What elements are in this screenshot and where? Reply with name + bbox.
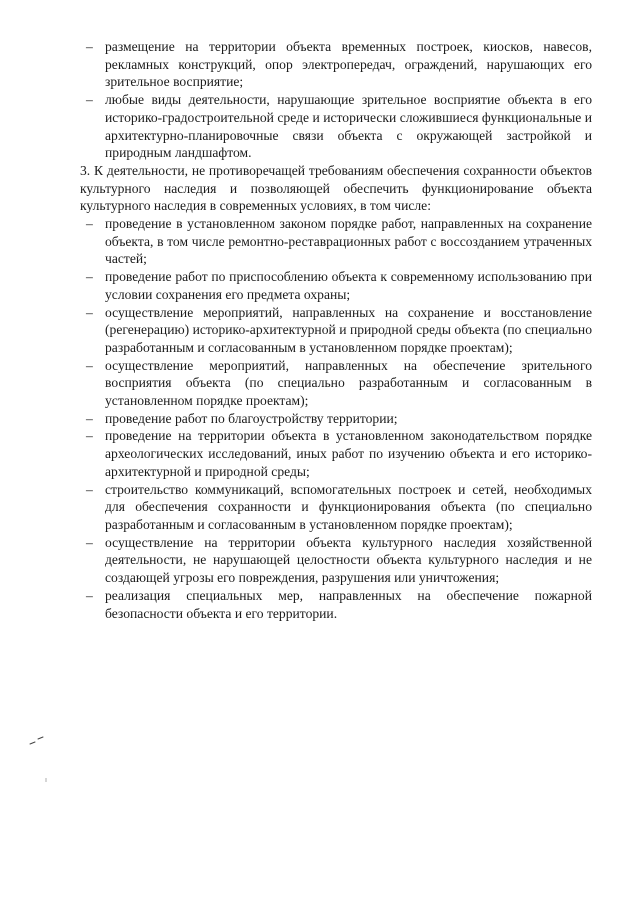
list-item-text: осуществление на территории объекта культурного наследия хозяйственной деятельности, не нарушающей целостности объекта культурного наследия и не создающей угрозы его повреждения, разрушения или уничтожения; (105, 534, 592, 586)
list-item (80, 481, 592, 534)
dash-marker: – (86, 304, 93, 320)
dash-marker: – (86, 357, 93, 373)
dash-marker: – (86, 428, 93, 444)
list-item-text: проведение на территории объекта в установленном законодательством порядке археологических исследований, иных работ по изучению объекта и его историко-архитектурной и природной среды; (105, 428, 592, 479)
list-item (80, 357, 592, 410)
list-item-text: строительство коммуникаций, вспомогательных построек и сетей, необходимых для обеспечения сохранности и функционирования объекта (по специально разработанным и согласованным в установленном порядке проектам); (105, 481, 592, 532)
list-item-text: проведение работ по приспособлению объекта к современному использованию при условии сохранения его предмета охраны; (105, 269, 592, 302)
dash-marker: – (86, 410, 93, 426)
list-item-text: любые виды деятельности, нарушающие зрительное восприятие объекта в его историко-градостроительной среде и исторически сложившиеся функциональные и архитектурно-планировочные связи объекта с окружающей застройкой и природным ландшафтом. (105, 92, 592, 161)
list-item (80, 38, 592, 91)
list-item-text: проведение в установленном законом порядке работ, направленных на сохранение объекта, в том числе ремонтно-реставрационных работ с воссозданием утраченных частей; (105, 216, 592, 267)
document-body (80, 38, 592, 622)
list-item-text: осуществление мероприятий, направленных на сохранение и восстановление (регенерацию) историко-архитектурной и природной среды объекта (по специально разработанным и согласованным в установленном порядке проектам); (105, 304, 592, 355)
list-item (80, 534, 592, 587)
dash-marker: – (86, 92, 93, 108)
list-item (80, 427, 592, 480)
dash-marker: – (86, 39, 93, 54)
dash-marker: – (86, 534, 93, 550)
dash-marker: – (86, 481, 93, 497)
list-item-text: осуществление мероприятий, направленных на обеспечение зрительного восприятия объекта (по специально разработанным и согласованным в установленном порядке проектам); (105, 357, 592, 409)
numbered-paragraph (71, 162, 592, 215)
list-item-text: реализация специальных мер, направленных на обеспечение пожарной безопасности объекта и его территории. (105, 587, 592, 621)
list-item-text: проведение работ по благоустройству территории; (105, 410, 398, 426)
list-item (80, 410, 592, 428)
dash-marker: – (86, 216, 93, 232)
list-item (80, 91, 592, 162)
list-item (80, 304, 592, 357)
list-item (80, 215, 592, 268)
dash-marker: – (86, 587, 93, 603)
list-item-text: размещение на территории объекта временных построек, киосков, навесов, рекламных конструкций, опор электропередач, ограждений, нарушающих его зрительное восприятие; (105, 39, 592, 90)
scan-artifact-marks (26, 730, 56, 790)
list-item (80, 587, 592, 622)
paragraph-text: К деятельности, не противоречащей требованиям обеспечения сохранности объектов культурного наследия и позволяющей обеспечить функционирование объекта культурного наследия в современных условиях, в том числе: (80, 162, 592, 214)
dash-marker: – (86, 269, 93, 285)
list-item (80, 268, 592, 303)
paragraph-number: 3. (80, 162, 91, 178)
